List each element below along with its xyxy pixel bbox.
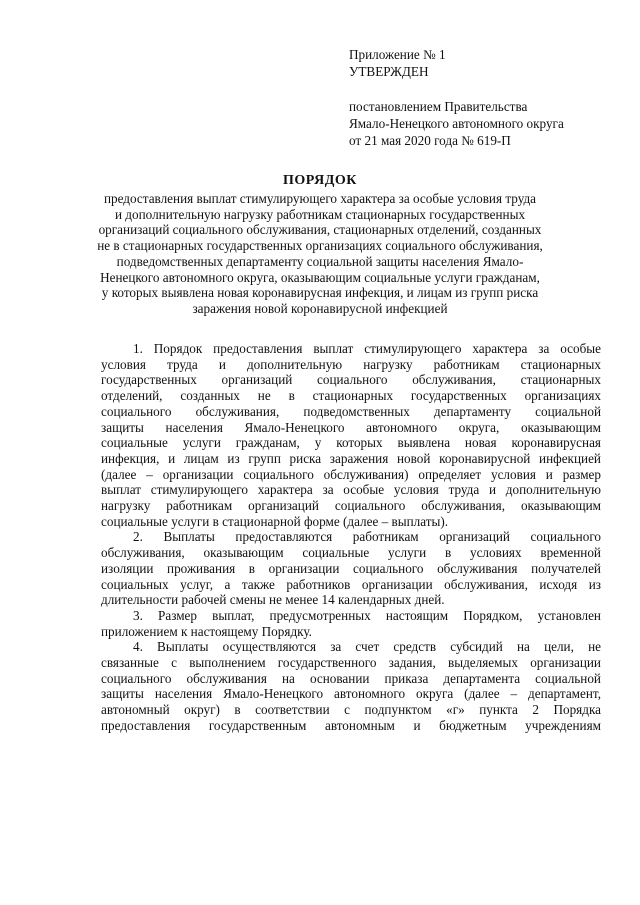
paragraph-line: 1. Порядок предоставления выплат стимулирующего характера за особые [133, 341, 601, 356]
paragraph-line: защиты населения Ямало-Ненецкого автономного округа (далее – департамент, [101, 686, 601, 702]
paragraph-line: защиты населения Ямало-Ненецкого автономного округа, оказывающим [101, 419, 601, 435]
paragraph-2 [101, 529, 601, 608]
paragraph-line: (далее – организации социального обслуживания) определяет условия и размер [101, 466, 601, 482]
paragraph-line: инфекция, и лицам из групп риска заражения новой коронавирусной инфекцией [101, 450, 601, 466]
paragraph-line: государственных организаций социального обслуживания, стационарных [101, 372, 601, 388]
paragraph-line: 4. Выплаты осуществляются за счет средств субсидий на цели, не [133, 639, 601, 655]
subtitle-line: и дополнительную нагрузку работникам стационарных государственных [114, 206, 526, 222]
paragraph-3 [101, 608, 601, 639]
approval-block [349, 46, 564, 149]
paragraph-line: социального обслуживания на основании приказа департамента социальной [101, 670, 601, 686]
approval-status: УТВЕРЖДЕН [349, 64, 429, 79]
paragraph-line: социального обслуживания, подведомственных департаменту социальной [101, 403, 601, 419]
subtitle-line: организаций социального обслуживания, стационарных отделений, созданных [98, 222, 542, 238]
paragraph-line: изоляции проживания в организации социального обслуживания получателей [101, 560, 601, 576]
paragraph-line: социальные услуги гражданам, у которых выявлена новая коронавирусная [101, 435, 601, 451]
subtitle-line: у которых выявлена новая коронавирусная инфекция, и лицам из групп риска [101, 285, 539, 301]
paragraph-line: 2. Выплаты предоставляются работникам организаций социального [133, 529, 601, 545]
appendix-number: Приложение № 1 [349, 47, 446, 62]
paragraph-line: автономный округ) в соответствии с подпунктом «г» пункта 2 Порядка [101, 702, 601, 718]
approval-authority: Ямало-Ненецкого автономного округа [349, 116, 564, 131]
paragraph-line: социальных услуг, а также работников организации обслуживания, исходя из [101, 576, 601, 592]
document-body [101, 341, 601, 734]
paragraph-line: выплат стимулирующего характера за особые условия труда и дополнительную [101, 482, 601, 498]
paragraph-line: социальные услуги в стационарной форме (далее – выплаты). [101, 513, 449, 529]
document-subtitle [0, 191, 640, 317]
paragraph-line: приложением к настоящему Порядку. [101, 623, 312, 639]
paragraph-line: условия труда и дополнительную нагрузку работникам стационарных [101, 356, 601, 372]
paragraph-line: нагрузку работникам организаций социального обслуживания, оказывающим [101, 498, 601, 514]
spacer [349, 80, 564, 98]
paragraph-line: обслуживания, оказывающим социальные услуги в условиях временной [101, 545, 601, 561]
document-title: ПОРЯДОК [283, 173, 357, 188]
paragraph-line: 3. Размер выплат, предусмотренных настоящим Порядком, установлен [133, 607, 601, 623]
subtitle-line: предоставления выплат стимулирующего характера за особые условия труда [103, 191, 537, 206]
approval-date: от 21 мая 2020 года № 619-П [349, 133, 511, 148]
paragraph-line: предоставления государственным автономным и бюджетным учреждениям [101, 717, 601, 733]
subtitle-line: подведомственных департаменту социальной защиты населения Ямало- [116, 253, 524, 269]
approval-decree: постановлением Правительства [349, 99, 528, 114]
subtitle-line: не в стационарных государственных организациях социального обслуживания, [97, 238, 543, 254]
subtitle-line: Ненецкого автономного округа, оказывающим социальные услуги гражданам, [100, 269, 540, 285]
paragraph-line: отделений, созданных не в стационарных государственных организациях [101, 388, 601, 404]
subtitle-line: заражения новой коронавирусной инфекцией [192, 300, 448, 316]
paragraph-1 [101, 341, 601, 529]
paragraph-line: длительности рабочей смены не менее 14 календарных дней. [101, 592, 445, 608]
paragraph-line: связанные с выполнением государственного задания, выделяемых организации [101, 655, 601, 671]
paragraph-4 [101, 639, 601, 733]
